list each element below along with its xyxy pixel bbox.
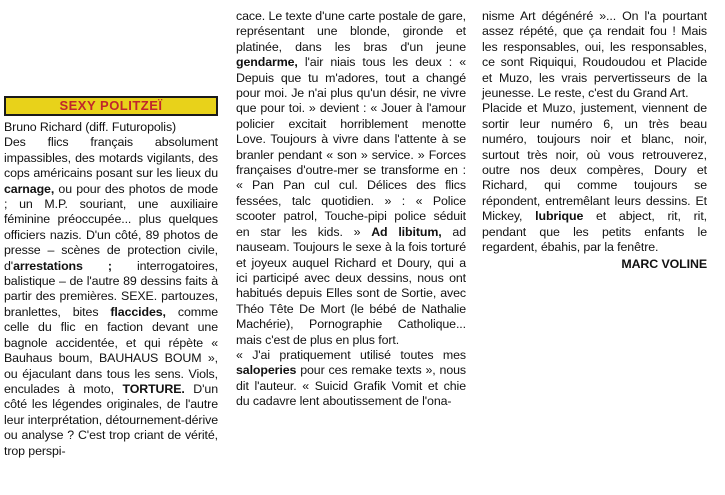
article-column-3 — [482, 9, 707, 272]
text: ou pour des photos de mode ; un M.P. souriant, une auxiliaire féminine préoccupée... plus quelques officiers nazis. D'un côté, 89 photos de presse – scènes de protection civile, d' — [4, 181, 218, 273]
bold-word: Ad libitum, — [371, 224, 442, 239]
article-column-2 — [236, 9, 466, 410]
text: comme celle du flic en faction devant une bagnole accidentée, et qui répète « Bauhaus boum, BAUHAUS BOUM », ou éjaculant dans tous les sens. Viols, enculades à moto, — [4, 304, 218, 396]
article-title-banner — [4, 96, 218, 116]
text: Placide et Muzo, justement, viennent de sortir leur numéro 6, un très beau numéro, toujours noir et blanc, noir, surtout très noir, où vous retrouverez, outre nos deux compères, Doury et Richard, qui comme toujours se répondent, entremêlant leurs dessins. Et Mickey, — [482, 101, 707, 224]
text: D'un côté les légendes originales, de l'autre leur interprétation, détournement-dérive ou analyse ? C'est trop criant de vérité, trop perspi- — [4, 381, 218, 458]
bold-word: gendarme, — [236, 55, 298, 70]
byline: Bruno Richard (diff. Futuropolis) — [4, 120, 177, 134]
paragraph — [4, 135, 218, 459]
paragraph: nisme Art dégénéré »... On l'a pourtant assez répété, que ça rendait fou ! Mais les responsables, oui, les responsables, ce sont Riquiqui, Roudoudou et Placide et Muzo, les vrais pervertisseurs de la jeunesse. Le reste, c'est du Grand Art. — [482, 9, 707, 101]
text: cace. Le texte d'une carte postale de gare, représentant une blonde, gironde et platinée, dans les bras d'un jeune — [236, 9, 466, 54]
text: pour ces remake texts », nous dit l'auteur. « Suicid Grafik Vomit et chie du cadavre lent aboutissement de l'ona- — [236, 363, 466, 409]
article-title: SEXY POLITZEÏ — [6, 98, 216, 114]
bold-word: carnage, — [4, 181, 55, 196]
bold-word: flaccides, — [110, 304, 166, 319]
bold-word: lubrique — [535, 209, 584, 224]
text: Des flics français absolument impassibles, des motards vigilants, des cops américains posant sur les lieux du — [4, 135, 218, 181]
article-column-1 — [4, 96, 218, 459]
author-signature: MARC VOLINE — [621, 256, 707, 271]
paragraph — [236, 9, 466, 348]
paragraph — [236, 348, 466, 410]
text: l'air niais tous les deux : « Depuis que tu m'adores, tout a changé pour moi. Je n'ai plus qu'un désir, ne vivre que pour toi. » devient : « Jouer à l'amour policier excitait horriblement menotte Love. Toujours à vivre dans l'attente à se branler pendant « son » service. » Forces françaises d'outre-mer se transforme en : « Pan Pan cul cul. Délices des flics fessées, talc quotidien. » : « Police scooter patrol, Touche-pipi police séduit en star les kids. » — [236, 55, 466, 239]
text: « J'ai pratiquement utilisé toutes mes — [236, 347, 466, 362]
bold-word: arrestations ; — [13, 258, 112, 273]
bold-word: TORTURE. — [122, 381, 185, 396]
bold-word: saloperies — [236, 363, 297, 378]
text: interrogatoires, balistique – de l'autre 89 dessins faits à partir des premières. SEXE. partouzes, branlettes, bites — [4, 258, 218, 319]
paragraph — [482, 101, 707, 255]
text: et abject, rit, rit, pendant que les petits enfants le regardent, ébahis, par la fenêtre. — [482, 209, 707, 255]
text: ad nauseam. Toujours le sexe à la fois torturé et joyeux auquel Richard et Doury, qui a ici participé avec deux dessins, nous ont habitués depuis Elles sont de Sortie, avec Théo Tête De Mort (le bébé de Nathalie Machérie), Pornographie Catholique... mais c'est de plus en plus fort. — [236, 224, 466, 347]
